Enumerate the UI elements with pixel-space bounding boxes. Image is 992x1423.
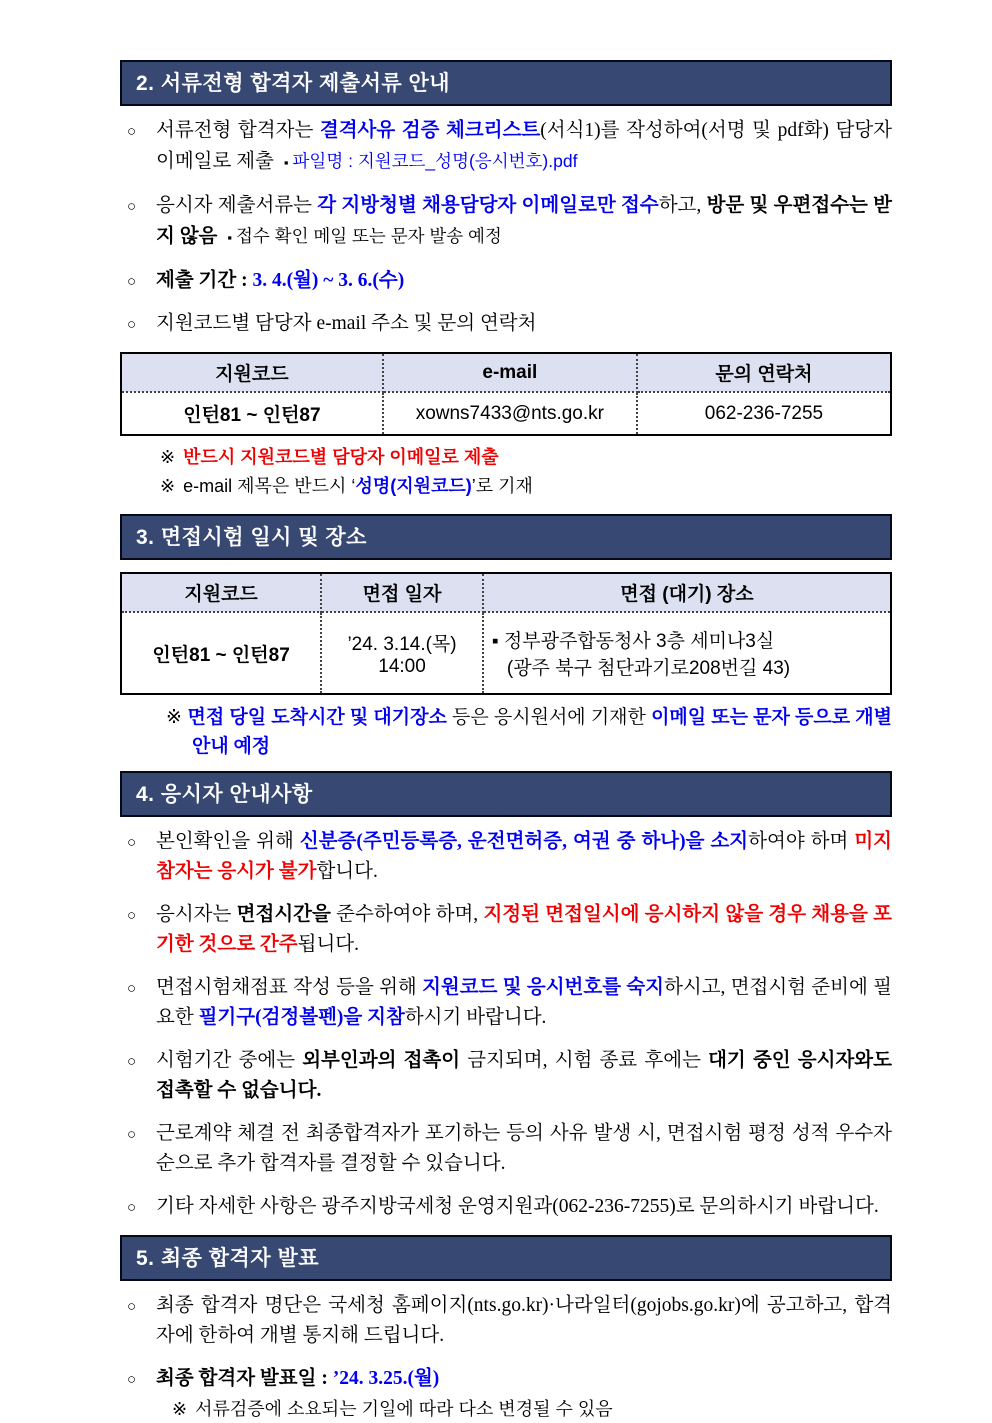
bullet-text: 하여야 하며	[748, 831, 855, 852]
note-text-blue: 성명(지원코드)	[355, 476, 472, 496]
receipt-subnote	[217, 226, 501, 246]
section-3-header	[120, 514, 892, 560]
bullet-punctuality	[120, 900, 892, 960]
interview-place-line2: (광주 북구 첨단과기로208번길 43)	[506, 658, 791, 679]
bullet-bring-pen	[120, 973, 892, 1033]
bullet-text-bold: 대기 중인 응시자와도 접촉할 수 없습니다.	[156, 1050, 892, 1101]
circle-bullet-icon: ○	[127, 199, 137, 215]
interview-table	[120, 572, 892, 695]
interview-time: 14:00	[378, 655, 426, 677]
bullet-contact-intro	[120, 309, 892, 339]
section-4-header	[120, 771, 892, 817]
interview-table-header-row	[121, 573, 891, 612]
bullet-text-blue: 결격사유 검증 체크리스트	[319, 120, 541, 141]
ref-mark-icon: ※	[160, 447, 176, 467]
bullet-text: 됩니다.	[297, 934, 359, 955]
note-text: 등은 응시원서에 기재한	[446, 707, 652, 728]
bullet-text: 하시고, 면접시험 준비에 필요한	[156, 977, 892, 1028]
bullet-text-blue: 각 지방청별 채용담당자 이메일로만 접수	[317, 195, 659, 216]
bullet-email-only	[120, 191, 892, 253]
col-header-interview-date: 면접 일자	[321, 573, 483, 612]
circle-bullet-icon: ○	[127, 274, 137, 290]
bullet-text: 시험기간 중에는	[156, 1050, 303, 1071]
interview-place-line1: 정부광주합동청사 3층 세미나3실	[503, 631, 775, 652]
circle-bullet-icon: ○	[127, 835, 137, 851]
ref-mark-icon: ※	[160, 476, 176, 496]
circle-bullet-icon: ○	[127, 908, 137, 924]
note-interview-guidance	[156, 703, 892, 761]
final-announcement-date: ’24. 3.25.(월)	[332, 1368, 440, 1389]
bullet-text: 면접시험채점표 작성 등을 위해	[156, 977, 423, 998]
section-2-title: 2. 서류전형 합격자 제출서류 안내	[136, 72, 451, 95]
section-4-title: 4. 응시자 안내사항	[136, 783, 313, 806]
circle-bullet-icon: ○	[127, 1299, 137, 1315]
circle-bullet-icon: ○	[127, 317, 137, 333]
circle-bullet-icon: ○	[127, 1127, 137, 1143]
submit-period-dates: 3. 4.(월) ~ 3. 6.(수)	[252, 270, 405, 291]
note-email-subject	[120, 473, 892, 500]
bullet-text: 응시자는	[156, 904, 237, 925]
cell-email: xowns7433@nts.go.kr	[383, 392, 637, 435]
ref-mark-icon: ※	[172, 1399, 188, 1419]
bullet-additional-pass	[120, 1119, 892, 1179]
circle-bullet-icon: ○	[127, 124, 137, 140]
bullet-other-inquiries	[120, 1192, 892, 1222]
bullet-text-blue: 지원코드 및 응시번호를 숙지	[422, 977, 665, 998]
bullet-no-contact	[120, 1046, 892, 1106]
section-3-title: 3. 면접시험 일시 및 장소	[136, 526, 367, 549]
section-2-header	[120, 60, 892, 106]
circle-bullet-icon: ○	[127, 1200, 137, 1216]
bullet-text: (서식1)를 작성하여(서명 및 pdf화) 담당자 이메일로 제출	[156, 120, 892, 172]
square-bullet-icon: ▪	[491, 631, 499, 652]
cell-interview-date	[321, 612, 483, 694]
bullet-text: 금지되며, 시험 종료 후에는	[460, 1050, 709, 1071]
bullet-text-bold: 최종 합격자 발표일 :	[156, 1368, 333, 1389]
bullet-text: 본인확인을 위해	[156, 831, 300, 852]
note-text: 서류검증에 소요되는 기일에 따라 다소 변경될 수 있음	[195, 1399, 613, 1419]
bullet-text: 서류전형 합격자는	[156, 120, 320, 141]
filename-subnote	[274, 151, 578, 171]
ref-mark-icon: ※	[166, 707, 183, 728]
square-bullet-icon: ▪	[283, 155, 289, 170]
bullet-text-bold: 외부인과의 접촉이	[302, 1050, 461, 1071]
cell-interview-place	[483, 612, 891, 694]
bullet-text: 근로계약 체결 전 최종합격자가 포기하는 등의 사유 발생 시, 면접시험 평정 성적 우수자 순으로 추가 합격자를 결정할 수 있습니다.	[156, 1123, 892, 1174]
interview-table-row	[121, 612, 891, 694]
bullet-id-required	[120, 827, 892, 887]
note-must-email	[120, 444, 892, 471]
note-text-red: 반드시 지원코드별 담당자 이메일로 제출	[183, 447, 499, 467]
filename-text: 파일명 : 지원코드_성명(응시번호).pdf	[292, 151, 578, 171]
note-text: ’로 기재	[471, 476, 533, 496]
cell-phone: 062-236-7255	[637, 392, 891, 435]
bullet-text-red: 미지참자는 응시가 불가	[156, 831, 892, 882]
bullet-submit-period	[120, 266, 892, 296]
interview-date: ’24. 3.14.(목)	[347, 633, 457, 655]
col-header-phone: 문의 연락처	[637, 353, 891, 392]
bullet-text-bold: 방문 및 우편접수는 받지 않음	[156, 195, 892, 247]
bullet-text-bold: 면접시간을	[236, 904, 331, 925]
circle-bullet-icon: ○	[127, 981, 137, 997]
bullet-checklist-submit	[120, 116, 892, 178]
bullet-final-date	[120, 1364, 892, 1394]
circle-bullet-icon: ○	[127, 1054, 137, 1070]
note-text: e-mail 제목은 반드시 ‘	[183, 476, 356, 496]
bullet-final-announcement	[120, 1291, 892, 1351]
note-text-blue: 면접 당일 도착시간 및 대기장소	[187, 707, 447, 728]
bullet-text: 준수하여야 하며,	[330, 904, 484, 925]
col-header-apply-code: 지원코드	[121, 573, 321, 612]
cell-apply-code: 인턴81 ~ 인턴87	[121, 612, 321, 694]
bullet-text-bold: 제출 기간 :	[156, 270, 253, 291]
bullet-text-blue: 신분증(주민등록증, 운전면허증, 여권 중 하나)을 소지	[299, 831, 749, 852]
receipt-text: 접수 확인 메일 또는 문자 발송 예정	[236, 226, 502, 246]
bullet-text: 하시기 바랍니다.	[404, 1007, 547, 1028]
bullet-text: 응시자 제출서류는	[156, 195, 318, 216]
col-header-email: e-mail	[383, 353, 637, 392]
section-5-header	[120, 1235, 892, 1281]
square-bullet-icon: ▪	[227, 230, 232, 245]
bullet-text: 최종 합격자 명단은 국세청 홈페이지(nts.go.kr)·나라일터(gojobs.go.kr)에 공고하고, 합격자에 한하여 개별 통지해 드립니다.	[156, 1295, 892, 1346]
bullet-text-red: 지정된 면접일시에 응시하지 않을 경우 채용을 포기한 것으로 간주	[156, 904, 892, 955]
contact-table	[120, 352, 892, 436]
bullet-text: 지원코드별 담당자 e-mail 주소 및 문의 연락처	[156, 313, 537, 334]
cell-apply-code: 인턴81 ~ 인턴87	[121, 392, 383, 435]
bullet-text: 하고,	[658, 195, 707, 216]
bullet-text: 합니다.	[316, 861, 378, 882]
circle-bullet-icon: ○	[127, 1372, 137, 1388]
note-text-blue: 이메일 또는 문자 등으로 개별 안내 예정	[192, 707, 893, 757]
contact-table-header-row	[121, 353, 891, 392]
col-header-interview-place: 면접 (대기) 장소	[483, 573, 891, 612]
col-header-apply-code: 지원코드	[121, 353, 383, 392]
bullet-text-blue: 필기구(검정볼펜)을 지참	[198, 1007, 405, 1028]
note-date-may-change	[120, 1396, 892, 1423]
section-5-title: 5. 최종 합격자 발표	[136, 1247, 320, 1270]
contact-table-row	[121, 392, 891, 435]
bullet-text: 기타 자세한 사항은 광주지방국세청 운영지원과(062-236-7255)로 문의하시기 바랍니다.	[156, 1196, 879, 1217]
